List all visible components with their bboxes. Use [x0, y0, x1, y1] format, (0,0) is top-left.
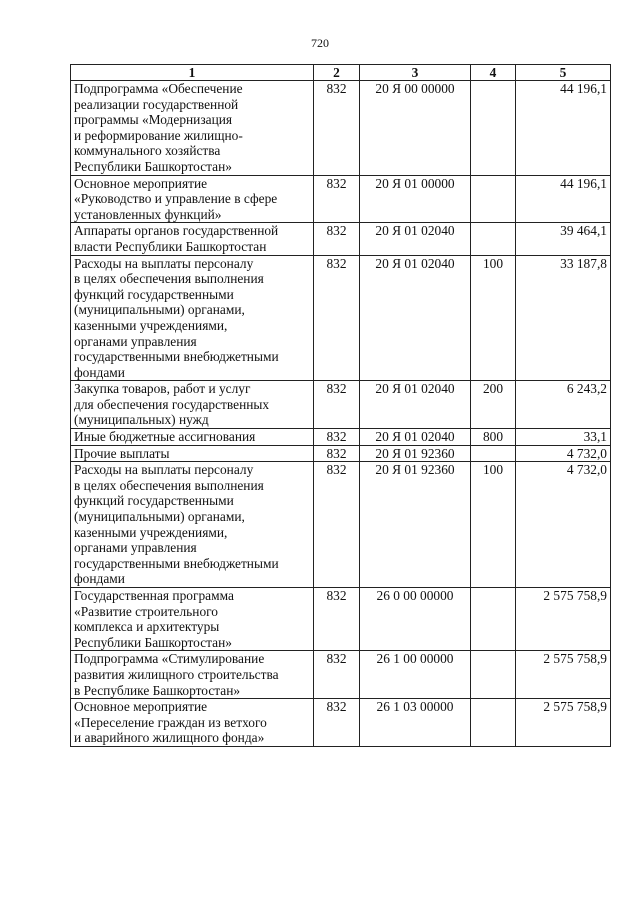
header-col-3: 3: [360, 65, 471, 81]
row-expense-type: [471, 651, 516, 699]
row-expense-type: [471, 445, 516, 462]
row-amount: 2 575 758,9: [516, 651, 611, 699]
row-ministry-code: 832: [314, 223, 360, 255]
row-ministry-code: 832: [314, 381, 360, 429]
row-amount: 44 196,1: [516, 81, 611, 176]
row-name: Расходы на выплаты персоналу в целях обеспечения выполнения функций государственными (муниципальными) органами, казенными учреждениями, органами управления государственными внебюджетными фондами: [71, 255, 314, 381]
table-row: [71, 699, 611, 747]
row-ministry-code: 832: [314, 651, 360, 699]
row-name: Закупка товаров, работ и услуг для обеспечения государственных (муниципальных) нужд: [71, 381, 314, 429]
row-name: Подпрограмма «Стимулирование развития жилищного строительства в Республике Башкортостан»: [71, 651, 314, 699]
table-row: [71, 588, 611, 651]
row-target-article: 20 Я 01 02040: [360, 223, 471, 255]
row-expense-type: 100: [471, 462, 516, 588]
table-header-row: [71, 65, 611, 81]
row-ministry-code: 832: [314, 445, 360, 462]
row-ministry-code: 832: [314, 175, 360, 223]
row-ministry-code: 832: [314, 699, 360, 747]
row-amount: 2 575 758,9: [516, 588, 611, 651]
table-row: [71, 651, 611, 699]
row-amount: 33,1: [516, 429, 611, 446]
row-expense-type: 100: [471, 255, 516, 381]
table-row: [71, 445, 611, 462]
row-name: Государственная программа «Развитие строительного комплекса и архитектуры Республики Башкортостан»: [71, 588, 314, 651]
row-amount: 33 187,8: [516, 255, 611, 381]
row-expense-type: [471, 175, 516, 223]
row-expense-type: 800: [471, 429, 516, 446]
row-name: Прочие выплаты: [71, 445, 314, 462]
row-target-article: 26 1 00 00000: [360, 651, 471, 699]
row-name: Иные бюджетные ассигнования: [71, 429, 314, 446]
row-amount: 39 464,1: [516, 223, 611, 255]
table-row: [71, 255, 611, 381]
table-body: [71, 81, 611, 747]
table-row: [71, 462, 611, 588]
row-ministry-code: 832: [314, 429, 360, 446]
table-row: [71, 381, 611, 429]
table-row: [71, 223, 611, 255]
row-ministry-code: 832: [314, 81, 360, 176]
row-target-article: 20 Я 01 02040: [360, 255, 471, 381]
row-name: Основное мероприятие «Переселение граждан из ветхого и аварийного жилищного фонда»: [71, 699, 314, 747]
table-row: [71, 81, 611, 176]
row-amount: 6 243,2: [516, 381, 611, 429]
row-target-article: 20 Я 00 00000: [360, 81, 471, 176]
header-col-2: 2: [314, 65, 360, 81]
row-expense-type: [471, 588, 516, 651]
row-expense-type: 200: [471, 381, 516, 429]
row-expense-type: [471, 223, 516, 255]
table-row: [71, 175, 611, 223]
row-ministry-code: 832: [314, 588, 360, 651]
row-amount: 2 575 758,9: [516, 699, 611, 747]
row-target-article: 20 Я 01 00000: [360, 175, 471, 223]
row-name: Аппараты органов государственной власти Республики Башкортостан: [71, 223, 314, 255]
row-target-article: 26 0 00 00000: [360, 588, 471, 651]
row-amount: 4 732,0: [516, 445, 611, 462]
header-col-5: 5: [516, 65, 611, 81]
page-number: 720: [311, 36, 329, 50]
row-ministry-code: 832: [314, 255, 360, 381]
row-expense-type: [471, 699, 516, 747]
row-target-article: 20 Я 01 92360: [360, 462, 471, 588]
row-target-article: 20 Я 01 02040: [360, 381, 471, 429]
row-name: Основное мероприятие «Руководство и управление в сфере установленных функций»: [71, 175, 314, 223]
row-target-article: 20 Я 01 02040: [360, 429, 471, 446]
header-col-1: 1: [71, 65, 314, 81]
row-target-article: 26 1 03 00000: [360, 699, 471, 747]
header-col-4: 4: [471, 65, 516, 81]
row-name: Подпрограмма «Обеспечение реализации государственной программы «Модернизация и реформирование жилищно- коммунального хозяйства Республики Башкортостан»: [71, 81, 314, 176]
row-expense-type: [471, 81, 516, 176]
row-target-article: 20 Я 01 92360: [360, 445, 471, 462]
budget-table: [70, 64, 611, 747]
table-row: [71, 429, 611, 446]
row-name: Расходы на выплаты персоналу в целях обеспечения выполнения функций государственными (муниципальными) органами, казенными учреждениями, органами управления государственными внебюджетными фондами: [71, 462, 314, 588]
row-amount: 44 196,1: [516, 175, 611, 223]
row-amount: 4 732,0: [516, 462, 611, 588]
row-ministry-code: 832: [314, 462, 360, 588]
